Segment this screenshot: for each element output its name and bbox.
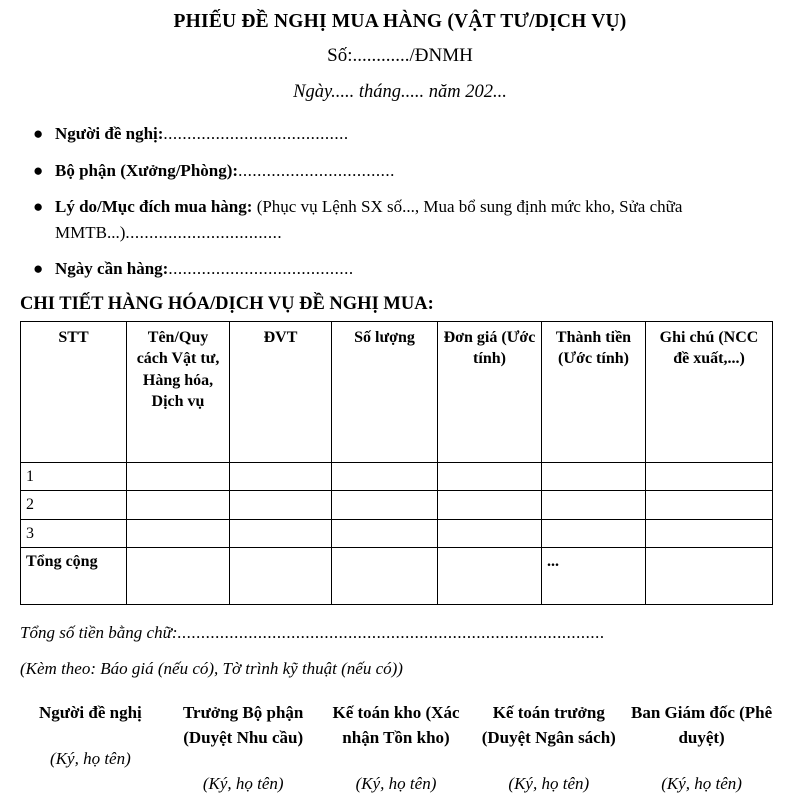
cell-ten[interactable] xyxy=(127,519,230,547)
total-in-words-label: Tổng số tiền bằng chữ: xyxy=(20,622,178,642)
cell-total-label: Tổng cộng xyxy=(21,547,127,604)
cell-ghi-chu[interactable] xyxy=(646,519,773,547)
cell-ten[interactable] xyxy=(127,463,230,491)
cell-total-ghi-chu xyxy=(646,547,773,604)
field-item-ngay-can-hang xyxy=(0,256,800,282)
total-in-words-dots[interactable]: .......................................................................................... xyxy=(177,622,606,642)
field-dots-nguoi-de-nghi[interactable]: ....................................... xyxy=(163,124,349,144)
cell-stt: 1 xyxy=(21,463,127,491)
document-date-line: Ngày..... tháng..... năm 202... xyxy=(293,82,507,103)
signature-column-nguoi-de-nghi xyxy=(14,701,167,795)
field-note-ly-do-muc-dich: (Phục vụ Lệnh SX số..., Mua bổ sung định mức kho, Sửa chữa MMTB...) xyxy=(55,197,683,242)
bullet-icon: ● xyxy=(33,160,44,180)
cell-total-dvt xyxy=(230,547,332,604)
bullet-icon: ● xyxy=(33,124,44,144)
cell-total-don-gia xyxy=(438,547,542,604)
cell-thanh-tien[interactable] xyxy=(542,463,646,491)
field-dots-ly-do-muc-dich[interactable]: ................................. xyxy=(125,222,283,242)
signature-line-ke-toan-truong[interactable]: (Ký, họ tên) xyxy=(508,773,590,793)
cell-ten[interactable] xyxy=(127,491,230,519)
items-table xyxy=(20,321,773,605)
bullet-icon: ● xyxy=(33,259,44,279)
cell-dvt[interactable] xyxy=(230,519,332,547)
total-in-words-line xyxy=(20,621,800,645)
cell-total-so-luong xyxy=(332,547,438,604)
cell-thanh-tien[interactable] xyxy=(542,491,646,519)
items-table-body xyxy=(21,463,773,605)
field-dots-ngay-can-hang[interactable]: ....................................... xyxy=(168,259,354,279)
cell-dvt[interactable] xyxy=(230,491,332,519)
signature-line-truong-bo-phan[interactable]: (Ký, họ tên) xyxy=(202,773,284,793)
cell-don-gia[interactable] xyxy=(438,491,542,519)
cell-don-gia[interactable] xyxy=(438,519,542,547)
field-item-ly-do-muc-dich xyxy=(0,194,800,245)
field-item-nguoi-de-nghi xyxy=(0,121,800,147)
field-label-ngay-can-hang: Ngày cần hàng: xyxy=(55,259,169,279)
cell-ghi-chu[interactable] xyxy=(646,491,773,519)
document-number-line: Số:............/ĐNMH xyxy=(327,45,473,67)
items-table-head xyxy=(21,322,773,463)
cell-stt: 3 xyxy=(21,519,127,547)
cell-dvt[interactable] xyxy=(230,463,332,491)
table-header-row xyxy=(21,322,773,463)
signature-line-nguoi-de-nghi[interactable]: (Ký, họ tên) xyxy=(50,749,131,769)
table-header-don-gia: Đơn giá (Ước tính) xyxy=(438,322,542,463)
table-header-stt: STT xyxy=(21,322,127,463)
cell-don-gia[interactable] xyxy=(438,463,542,491)
document-page xyxy=(0,10,800,806)
signature-role-ke-toan-truong: Kế toán trưởng (Duyệt Ngân sách) xyxy=(481,703,616,748)
table-header-ghi-chu: Ghi chú (NCC đề xuất,...) xyxy=(646,322,773,463)
signature-role-ke-toan-kho: Kế toán kho (Xác nhận Tồn kho) xyxy=(332,703,460,748)
field-dots-bo-phan[interactable]: ................................. xyxy=(238,160,395,180)
cell-thanh-tien[interactable] xyxy=(542,519,646,547)
cell-stt: 2 xyxy=(21,491,127,519)
request-field-list xyxy=(0,121,800,282)
table-row xyxy=(21,519,773,547)
cell-so-luong[interactable] xyxy=(332,491,438,519)
table-header-thanh-tien: Thành tiền (Ước tính) xyxy=(542,322,646,463)
table-row xyxy=(21,463,773,491)
cell-total-thanh-tien[interactable]: ... xyxy=(542,547,646,604)
section-heading-chi-tiet: CHI TIẾT HÀNG HÓA/DỊCH VỤ ĐỀ NGHỊ MUA: xyxy=(20,293,434,314)
cell-so-luong[interactable] xyxy=(332,519,438,547)
signature-role-ban-giam-doc: Ban Giám đốc (Phê duyệt) xyxy=(630,703,773,748)
field-label-nguoi-de-nghi: Người đề nghị: xyxy=(55,124,164,144)
document-title: PHIẾU ĐỀ NGHỊ MUA HÀNG (VẬT TƯ/DỊCH VỤ) xyxy=(173,11,627,32)
signature-column-truong-bo-phan xyxy=(167,701,320,795)
signature-role-nguoi-de-nghi: Người đề nghị xyxy=(39,703,142,723)
bullet-icon: ● xyxy=(33,197,44,217)
field-label-ly-do-muc-dich: Lý do/Mục đích mua hàng: xyxy=(55,197,253,217)
table-row xyxy=(21,491,773,519)
field-label-bo-phan: Bộ phận (Xưởng/Phòng): xyxy=(55,160,239,180)
signature-column-ban-giam-doc xyxy=(625,701,778,795)
signature-line-ban-giam-doc[interactable]: (Ký, họ tên) xyxy=(661,773,742,793)
signature-line-ke-toan-kho[interactable]: (Ký, họ tên) xyxy=(355,773,437,793)
cell-total-ten xyxy=(127,547,230,604)
table-header-so-luong: Số lượng xyxy=(332,322,438,463)
cell-ghi-chu[interactable] xyxy=(646,463,773,491)
signature-column-ke-toan-truong xyxy=(472,701,625,795)
field-item-bo-phan xyxy=(0,158,800,184)
table-total-row xyxy=(21,547,773,604)
signature-column-ke-toan-kho xyxy=(320,701,473,795)
table-header-dvt: ĐVT xyxy=(230,322,332,463)
table-header-ten-quy-cach: Tên/Quy cách Vật tư, Hàng hóa, Dịch vụ xyxy=(127,322,230,463)
attachment-note: (Kèm theo: Báo giá (nếu có), Tờ trình kỹ thuật (nếu có)) xyxy=(20,658,403,678)
signature-block xyxy=(0,701,800,795)
cell-so-luong[interactable] xyxy=(332,463,438,491)
signature-role-truong-bo-phan: Trưởng Bộ phận (Duyệt Nhu cầu) xyxy=(182,703,304,748)
